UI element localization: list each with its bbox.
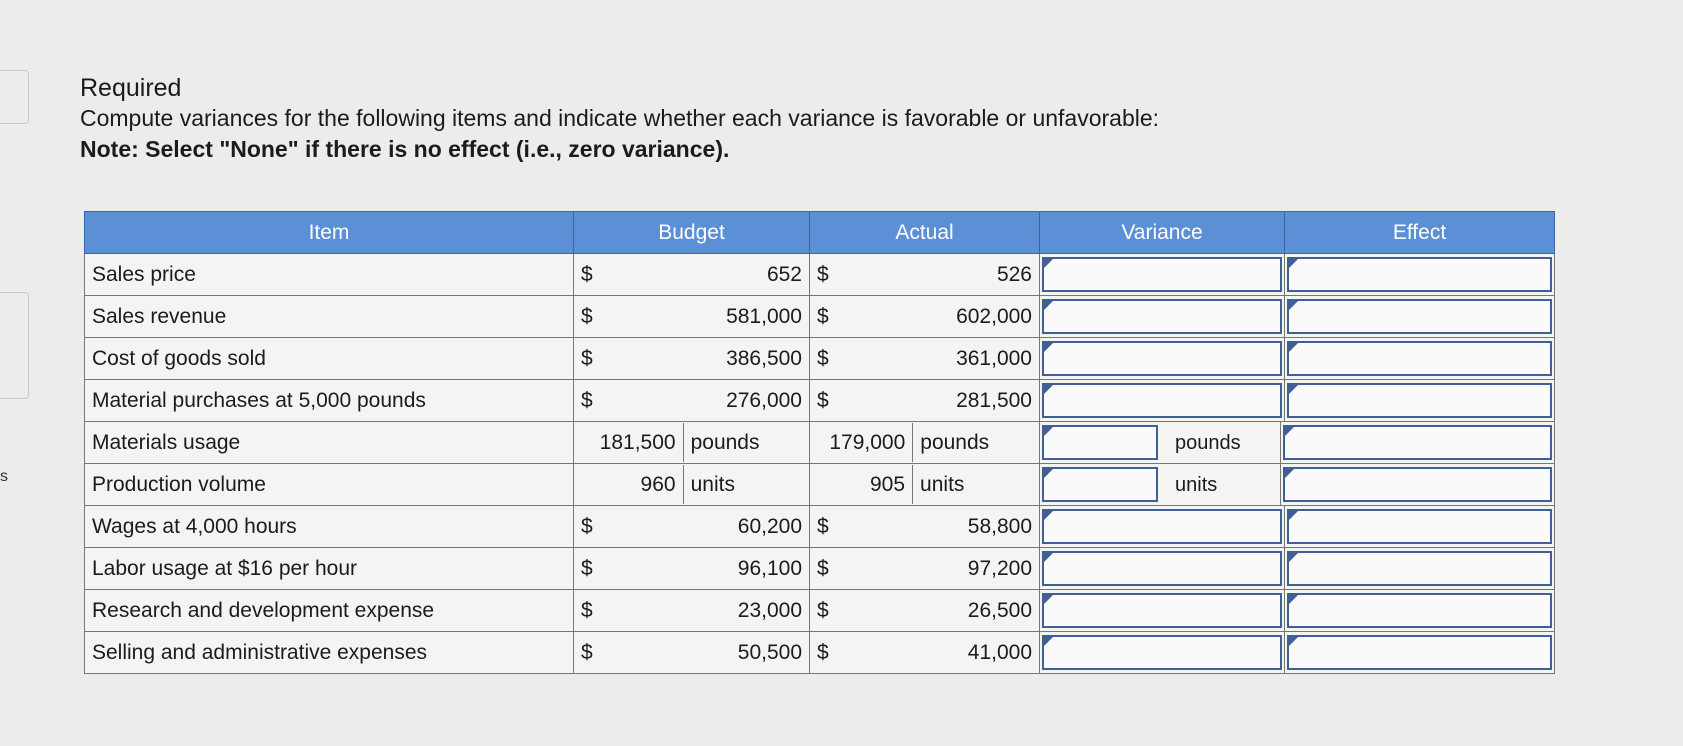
row-item-label: Material purchases at 5,000 pounds bbox=[85, 380, 574, 422]
actual-currency: $ bbox=[810, 296, 842, 338]
variance-input[interactable] bbox=[1042, 299, 1282, 334]
table-row bbox=[85, 422, 1555, 464]
effect-cell bbox=[1285, 296, 1555, 338]
table-row bbox=[85, 506, 1555, 548]
row-item-label: Selling and administrative expenses bbox=[85, 632, 574, 674]
effect-cell bbox=[1285, 254, 1555, 296]
effect-select[interactable] bbox=[1287, 341, 1552, 376]
instruction-text: Compute variances for the following items and indicate whether each variance is favorable or unfavorable: bbox=[80, 105, 1160, 131]
effect-cell bbox=[1280, 464, 1554, 505]
row-item-label: Cost of goods sold bbox=[85, 338, 574, 380]
effect-select[interactable] bbox=[1283, 425, 1553, 460]
budget-value: 386,500 bbox=[606, 338, 810, 380]
budget-qty-cell bbox=[574, 464, 810, 506]
variance-input[interactable] bbox=[1042, 509, 1282, 544]
header-item: Item bbox=[85, 212, 574, 254]
row-item-label: Labor usage at $16 per hour bbox=[85, 548, 574, 590]
effect-select[interactable] bbox=[1287, 299, 1552, 334]
budget-currency: $ bbox=[574, 338, 606, 380]
variance-cell bbox=[1040, 548, 1285, 590]
header-variance: Variance bbox=[1040, 212, 1285, 254]
budget-unit: units bbox=[683, 465, 809, 504]
variance-cell bbox=[1040, 632, 1285, 674]
effect-select[interactable] bbox=[1287, 383, 1552, 418]
effect-cell bbox=[1285, 590, 1555, 632]
variance-input[interactable] bbox=[1042, 425, 1158, 460]
variance-unit bbox=[1160, 464, 1280, 505]
effect-cell bbox=[1285, 548, 1555, 590]
budget-value: 60,200 bbox=[606, 506, 810, 548]
variance-input[interactable] bbox=[1042, 635, 1282, 670]
table-row bbox=[85, 632, 1555, 674]
table-row bbox=[85, 548, 1555, 590]
required-title: Required bbox=[80, 74, 182, 102]
actual-currency: $ bbox=[810, 590, 842, 632]
header-actual: Actual bbox=[810, 212, 1040, 254]
variance-qty-cell bbox=[1040, 422, 1555, 464]
variance-cell bbox=[1040, 506, 1285, 548]
row-item-label: Production volume bbox=[85, 464, 574, 506]
variance-unit-label: pounds bbox=[1175, 431, 1241, 454]
actual-qty-cell bbox=[810, 464, 1040, 506]
variance-qty-cell bbox=[1040, 464, 1555, 506]
budget-currency: $ bbox=[574, 254, 606, 296]
effect-select[interactable] bbox=[1287, 551, 1552, 586]
table-row bbox=[85, 590, 1555, 632]
actual-value: 58,800 bbox=[842, 506, 1040, 548]
table-row bbox=[85, 296, 1555, 338]
note-text: Note: Select "None" if there is no effect (i.e., zero variance). bbox=[80, 136, 730, 162]
row-item-label: Sales revenue bbox=[85, 296, 574, 338]
table-row bbox=[85, 380, 1555, 422]
row-item-label: Wages at 4,000 hours bbox=[85, 506, 574, 548]
budget-value: 652 bbox=[606, 254, 810, 296]
effect-cell bbox=[1285, 632, 1555, 674]
variance-unit bbox=[1160, 422, 1280, 463]
actual-currency: $ bbox=[810, 506, 842, 548]
effect-select[interactable] bbox=[1283, 467, 1553, 502]
actual-value: 281,500 bbox=[842, 380, 1040, 422]
variance-cell bbox=[1040, 380, 1285, 422]
actual-value: 361,000 bbox=[842, 338, 1040, 380]
effect-cell bbox=[1280, 422, 1554, 463]
actual-unit: units bbox=[913, 465, 1039, 504]
side-label: s bbox=[0, 468, 8, 485]
variance-cell bbox=[1040, 296, 1285, 338]
table-header-row bbox=[85, 212, 1555, 254]
effect-select[interactable] bbox=[1287, 509, 1552, 544]
variance-input[interactable] bbox=[1042, 383, 1282, 418]
actual-value: 41,000 bbox=[842, 632, 1040, 674]
variance-input[interactable] bbox=[1042, 551, 1282, 586]
variance-qty-input-cell bbox=[1040, 422, 1160, 463]
variance-input[interactable] bbox=[1042, 593, 1282, 628]
effect-select[interactable] bbox=[1287, 635, 1552, 670]
budget-currency: $ bbox=[574, 506, 606, 548]
budget-unit: pounds bbox=[683, 423, 809, 462]
left-edge-tab bbox=[0, 292, 29, 399]
variance-cell bbox=[1040, 590, 1285, 632]
table-row bbox=[85, 464, 1555, 506]
variance-cell bbox=[1040, 254, 1285, 296]
row-item-label: Materials usage bbox=[85, 422, 574, 464]
variance-input[interactable] bbox=[1042, 257, 1282, 292]
budget-value: 581,000 bbox=[606, 296, 810, 338]
header-effect: Effect bbox=[1285, 212, 1555, 254]
actual-value: 26,500 bbox=[842, 590, 1040, 632]
effect-cell bbox=[1285, 338, 1555, 380]
table-row bbox=[85, 338, 1555, 380]
header-budget: Budget bbox=[574, 212, 810, 254]
budget-value: 50,500 bbox=[606, 632, 810, 674]
actual-currency: $ bbox=[810, 548, 842, 590]
variance-input[interactable] bbox=[1042, 467, 1158, 502]
actual-currency: $ bbox=[810, 632, 842, 674]
variance-cell bbox=[1040, 338, 1285, 380]
budget-quantity: 960 bbox=[574, 465, 683, 504]
left-edge-tab bbox=[0, 70, 29, 124]
actual-currency: $ bbox=[810, 338, 842, 380]
effect-cell bbox=[1285, 506, 1555, 548]
budget-value: 96,100 bbox=[606, 548, 810, 590]
actual-qty-cell bbox=[810, 422, 1040, 464]
variance-qty-input-cell bbox=[1040, 464, 1160, 505]
actual-value: 526 bbox=[842, 254, 1040, 296]
actual-value: 602,000 bbox=[842, 296, 1040, 338]
budget-currency: $ bbox=[574, 590, 606, 632]
budget-currency: $ bbox=[574, 632, 606, 674]
actual-currency: $ bbox=[810, 254, 842, 296]
question-heading bbox=[80, 74, 1159, 167]
budget-quantity: 181,500 bbox=[574, 423, 683, 462]
budget-value: 276,000 bbox=[606, 380, 810, 422]
actual-value: 97,200 bbox=[842, 548, 1040, 590]
row-item-label: Research and development expense bbox=[85, 590, 574, 632]
effect-select[interactable] bbox=[1287, 593, 1552, 628]
budget-currency: $ bbox=[574, 380, 606, 422]
budget-qty-cell bbox=[574, 422, 810, 464]
effect-select[interactable] bbox=[1287, 257, 1552, 292]
table-row bbox=[85, 254, 1555, 296]
budget-value: 23,000 bbox=[606, 590, 810, 632]
actual-unit: pounds bbox=[913, 423, 1039, 462]
variance-table bbox=[84, 211, 1555, 674]
variance-input[interactable] bbox=[1042, 341, 1282, 376]
actual-quantity: 905 bbox=[810, 465, 913, 504]
variance-unit-label: units bbox=[1175, 473, 1218, 496]
budget-currency: $ bbox=[574, 548, 606, 590]
effect-cell bbox=[1285, 380, 1555, 422]
row-item-label: Sales price bbox=[85, 254, 574, 296]
budget-currency: $ bbox=[574, 296, 606, 338]
actual-currency: $ bbox=[810, 380, 842, 422]
actual-quantity: 179,000 bbox=[810, 423, 913, 462]
